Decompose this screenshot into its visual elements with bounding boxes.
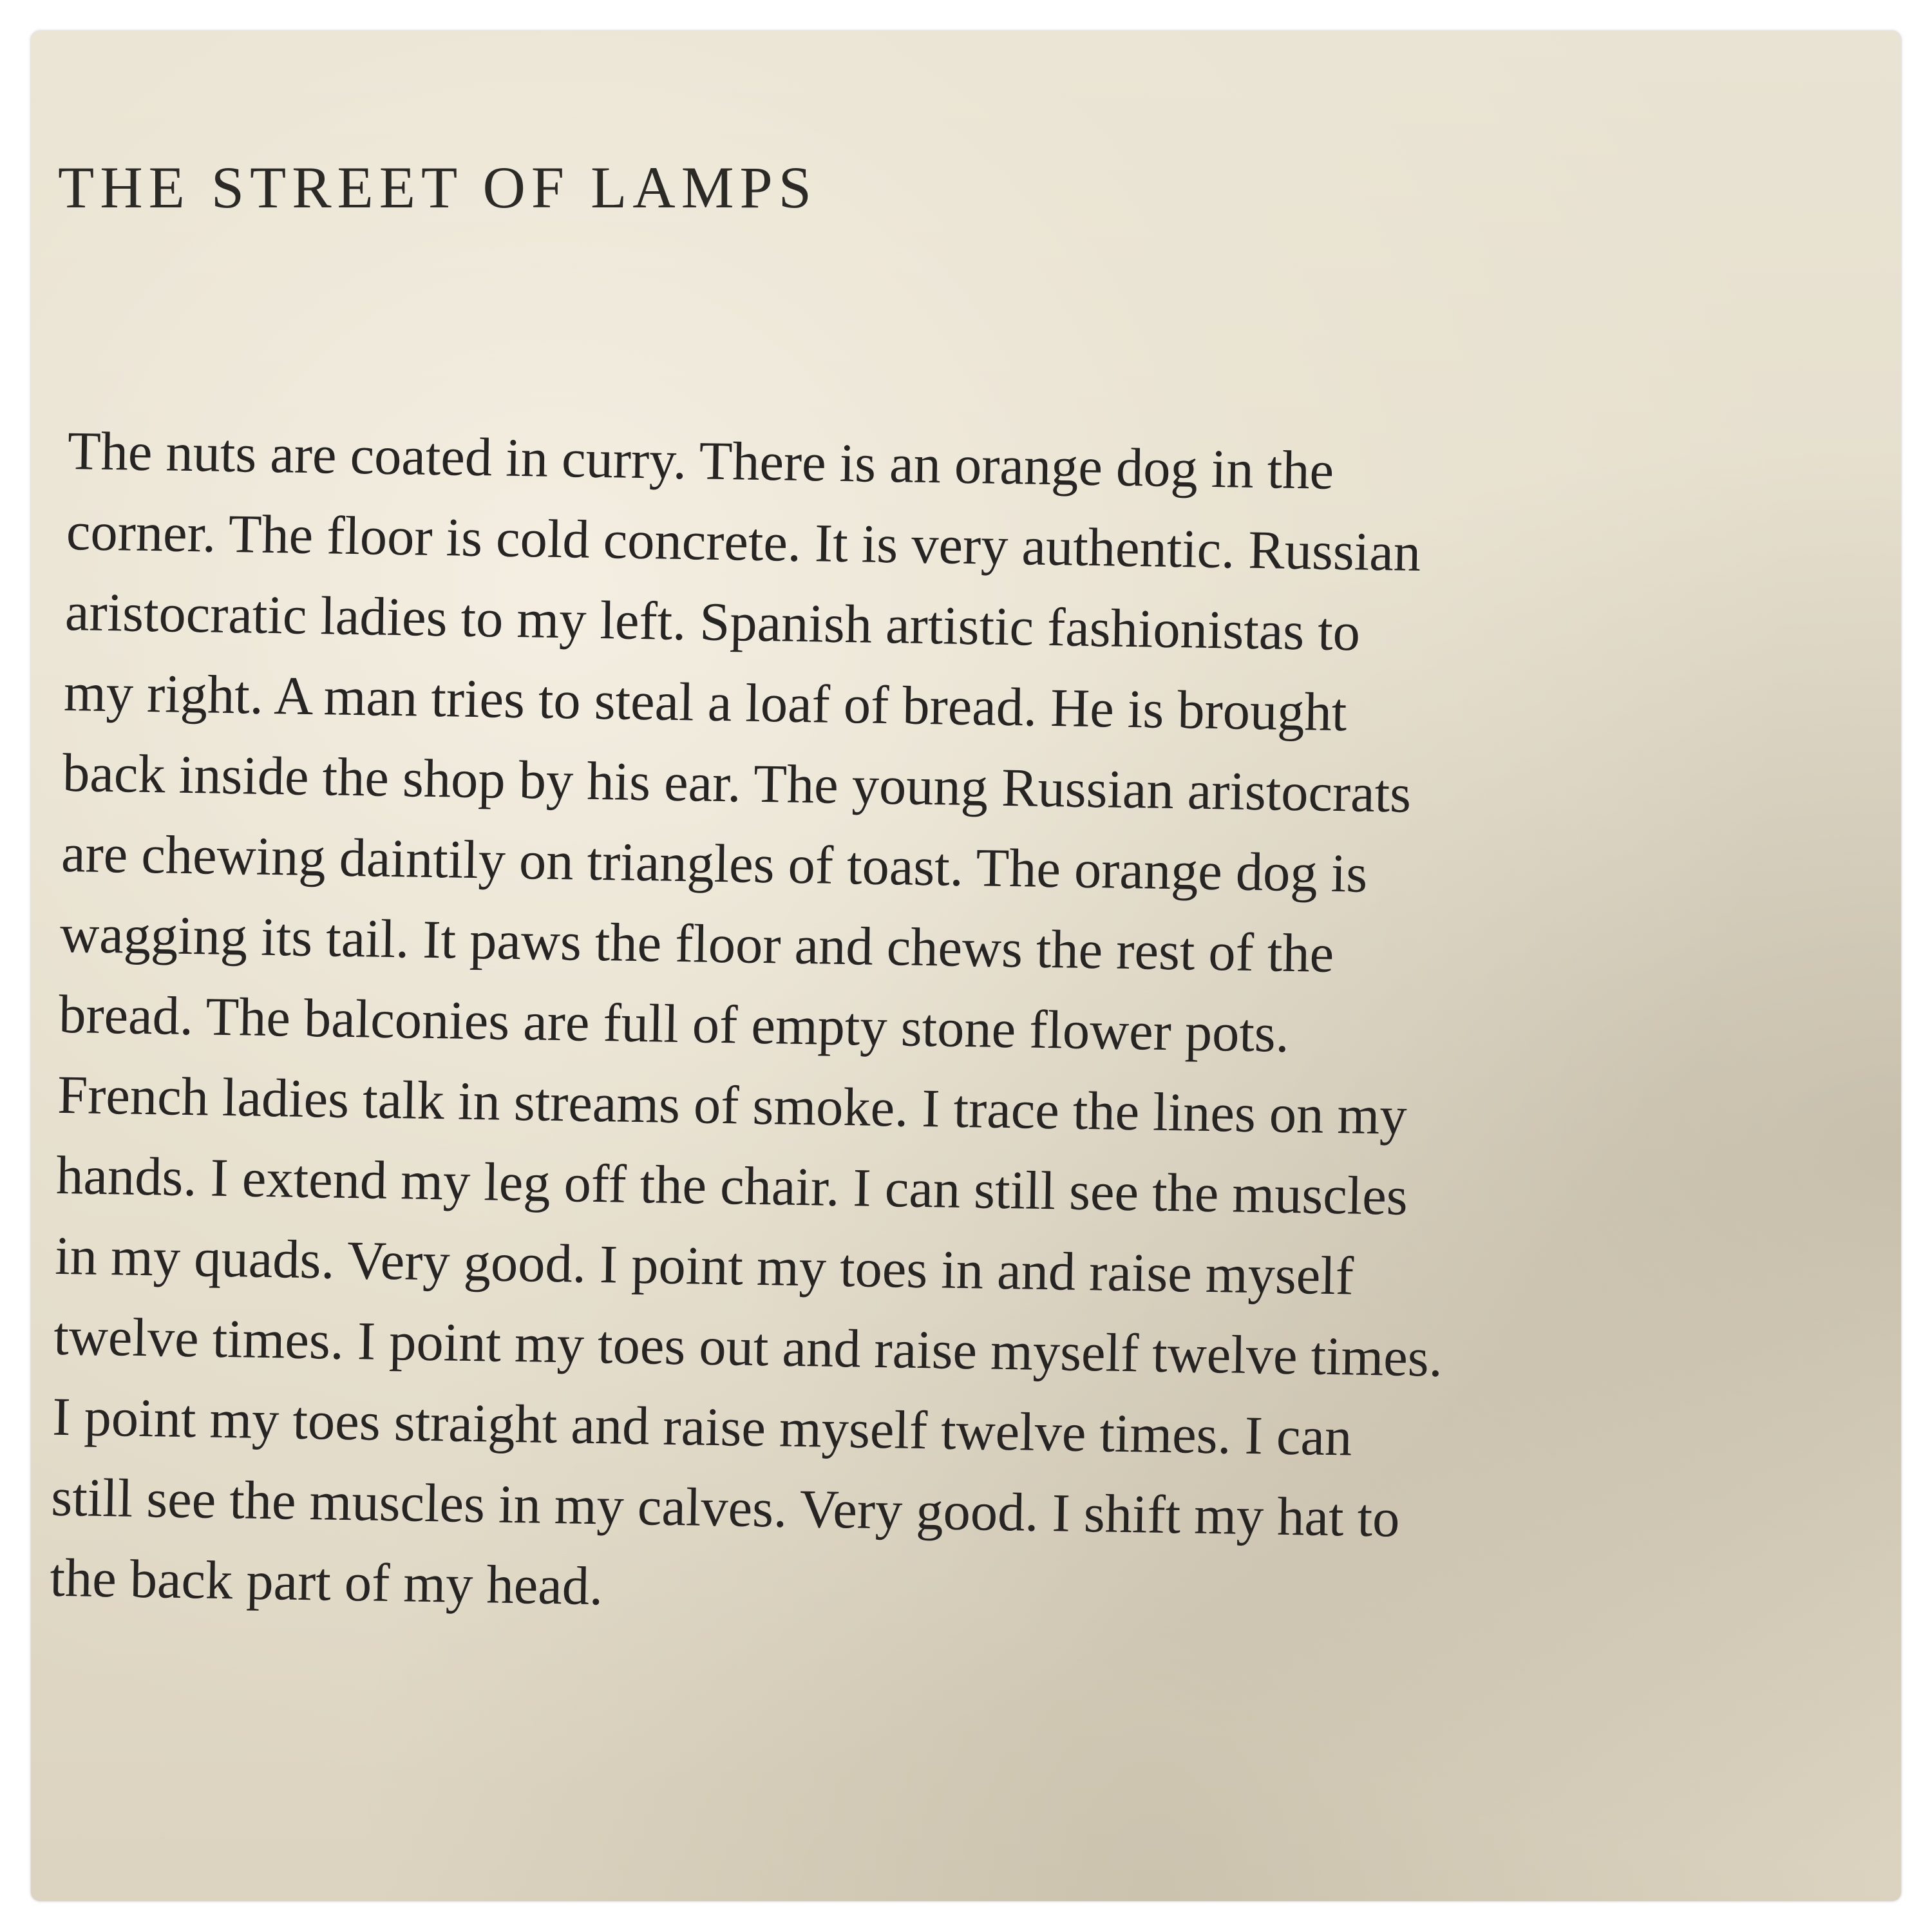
text-line: I point my toes straight and raise myself twelve times. I can (52, 1387, 1353, 1468)
text-line: aristocratic ladies to my left. Spanish artistic fashionistas to (64, 582, 1361, 663)
text-line: The nuts are coated in curry. There is an orange dog in the (67, 421, 1334, 501)
book-page-photo (31, 31, 1901, 1901)
text-line: back inside the shop by his ear. The young Russian aristocrats (62, 743, 1412, 824)
chapter-heading: THE STREET OF LAMPS (58, 155, 817, 220)
body-paragraph (50, 411, 1846, 1646)
text-line: corner. The floor is cold concrete. It is very authentic. Russian (66, 501, 1421, 583)
bleed-through-shadow (1209, 152, 1233, 216)
text-line: are chewing daintily on triangles of toast. The orange dog is (61, 823, 1368, 904)
text-line: hands. I extend my leg off the chair. I can still see the muscles (55, 1145, 1408, 1227)
text-line: in my quads. Very good. I point my toes in and raise myself (54, 1226, 1354, 1307)
text-line: twelve times. I point my toes out and raise myself twelve times. (53, 1306, 1443, 1388)
text-line: wagging its tail. It paws the floor and chews the rest of the (59, 904, 1334, 984)
text-line: the back part of my head. (49, 1548, 603, 1617)
text-line: bread. The balconies are full of empty stone flower pots. (58, 984, 1290, 1064)
text-line: my right. A man tries to steal a loaf of bread. He is brought (63, 662, 1347, 743)
text-line: French ladies talk in streams of smoke. I trace the lines on my (57, 1065, 1408, 1146)
text-line: still see the muscles in my calves. Very good. I shift my hat to (50, 1467, 1401, 1549)
